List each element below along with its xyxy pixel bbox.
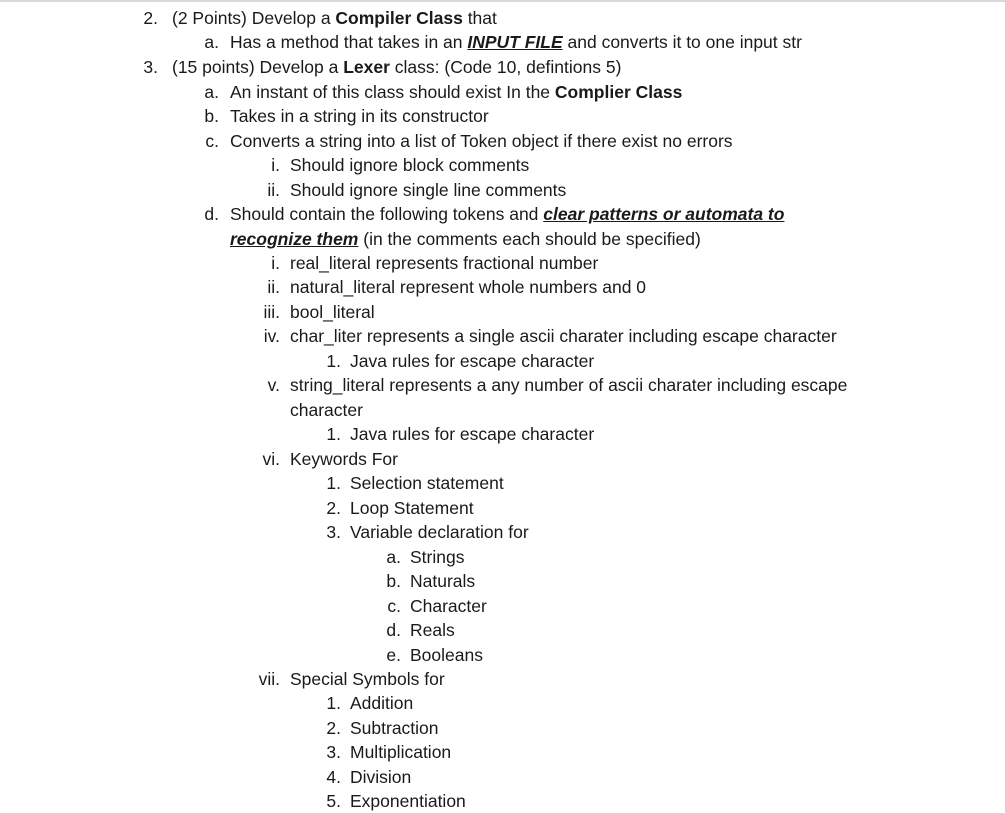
complier-class-term: Complier Class [554,82,683,102]
input-file-term: INPUT FILE [467,32,563,52]
lexer-term: Lexer [343,57,390,77]
item-2a-text: Has a method that takes in an INPUT FILE and converts it to one input str [230,32,802,52]
compiler-class-term: Compiler Class [335,8,463,28]
item-2a-marker: a. [204,32,219,52]
patterns-term-line2: recognize them [230,229,359,249]
item-2-text: (2 Points) Develop a Compiler Class that [172,8,497,28]
page-top-border [0,0,1005,2]
patterns-term-line1: clear patterns or automata to [543,204,785,224]
item-3-text: (15 points) Develop a Lexer class: (Code 10, defintions 5) [172,57,622,77]
item-3-marker: 3. [143,57,158,77]
item-2-marker: 2. [143,8,158,28]
